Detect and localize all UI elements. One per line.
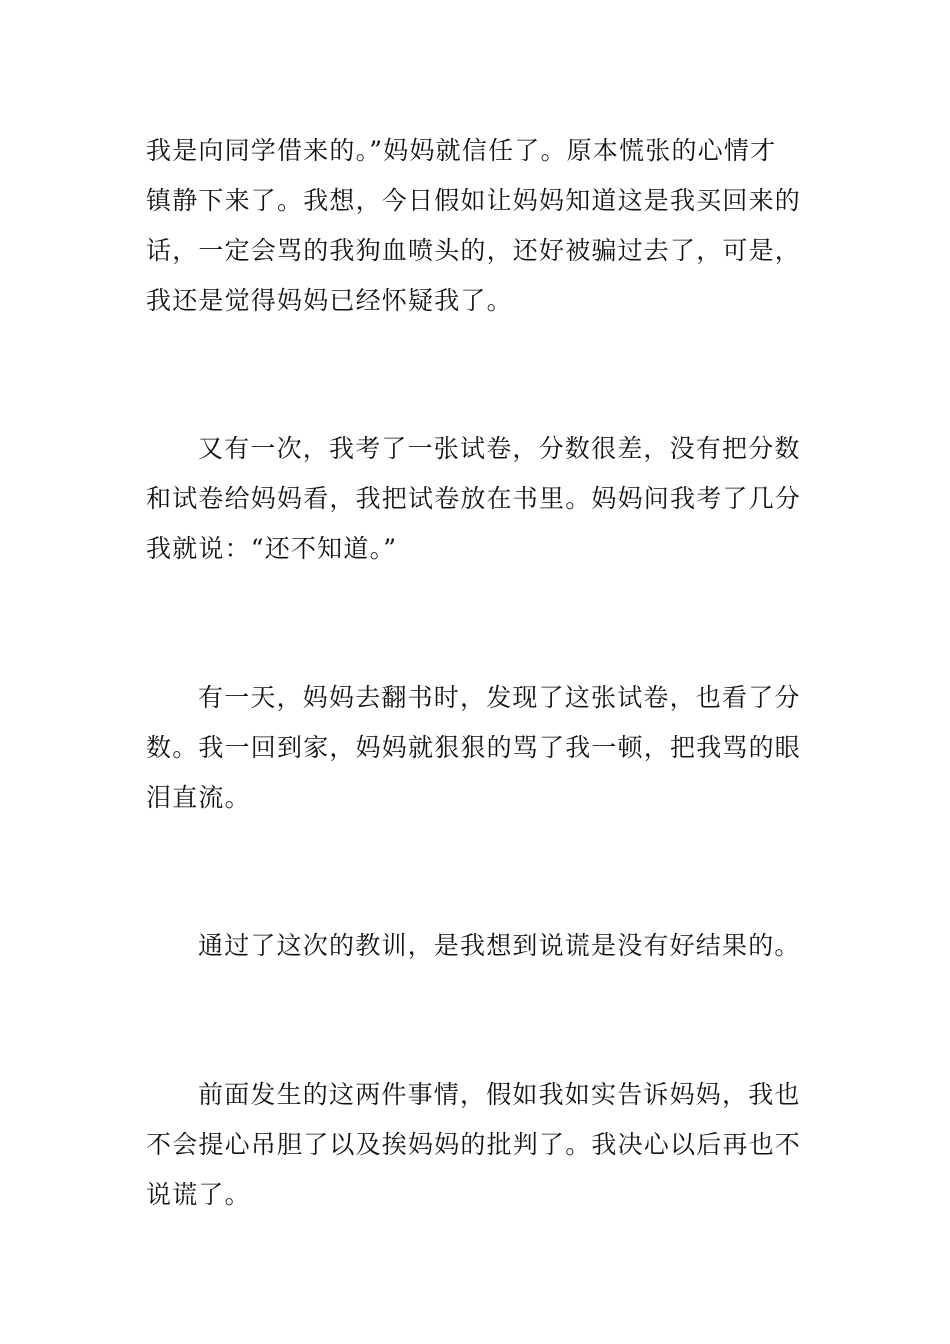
- paragraph-1-line-3: 话，一定会骂的我狗血喷头的，还好被骗过去了，可是，: [146, 236, 802, 265]
- paragraph-1-line-4: 我还是觉得妈妈已经怀疑我了。: [146, 286, 513, 315]
- paragraph-2-line-3: 我就说：“还不知道。”: [146, 534, 398, 563]
- paragraph-5-line-3: 说谎了。: [146, 1180, 251, 1209]
- paragraph-4-line-1: 通过了这次的教训，是我想到说谎是没有好结果的。: [198, 931, 801, 960]
- paragraph-5-line-1: 前面发生的这两件事情，假如我如实告诉妈妈，我也: [198, 1080, 801, 1109]
- paragraph-2-line-2: 和试卷给妈妈看，我把试卷放在书里。妈妈问我考了几分: [146, 484, 802, 513]
- paragraph-1-line-2: 镇静下来了。我想，今日假如让妈妈知道这是我买回来的: [146, 186, 802, 215]
- paragraph-3-line-1: 有一天，妈妈去翻书时，发现了这张试卷，也看了分: [198, 683, 801, 712]
- paragraph-3-line-3: 泪直流。: [146, 783, 251, 812]
- paragraph-1-line-1: 我是向同学借来的。”妈妈就信任了。原本慌张的心情才: [146, 136, 777, 165]
- paragraph-3-line-2: 数。我一回到家，妈妈就狠狠的骂了我一顿，把我骂的眼: [146, 733, 802, 762]
- paragraph-5-line-2: 不会提心吊胆了以及挨妈妈的批判了。我决心以后再也不: [146, 1130, 802, 1159]
- paragraph-2-line-1: 又有一次，我考了一张试卷，分数很差，没有把分数: [198, 434, 801, 463]
